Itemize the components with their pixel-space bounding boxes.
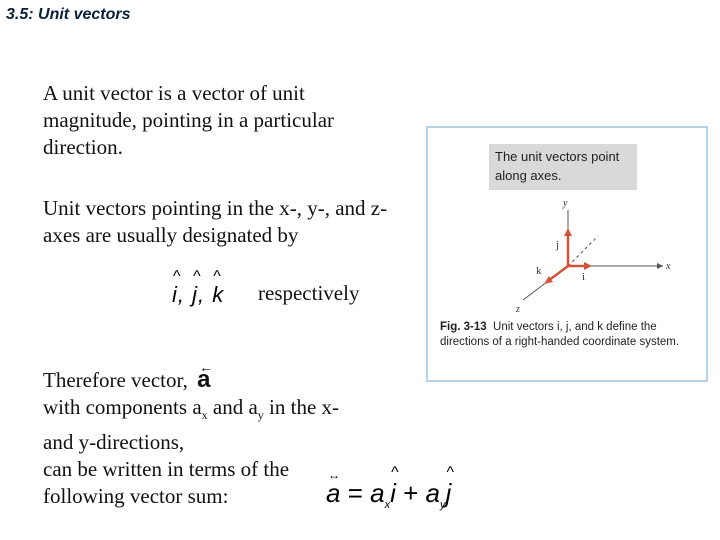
unit-j-arrowhead [564, 228, 572, 236]
axis-label-z: z [516, 304, 520, 315]
respectively-text: respectively [258, 281, 360, 305]
vector-label-i: i [582, 271, 586, 283]
figure-note: The unit vectors point along axes. [489, 144, 637, 190]
unit-i-symbol: i ^ [172, 282, 178, 308]
unit-vector-symbols: i ^, j ^, k ^ [172, 282, 224, 308]
eq-equals: = [347, 478, 363, 508]
axis-label-x: x [666, 261, 671, 272]
eq-lhs: a [326, 478, 341, 508]
vector-line5: following vector sum: [43, 484, 229, 509]
vector-line1: Therefore vector, [43, 368, 188, 392]
eq-unit-j: j ^ [446, 478, 452, 509]
axes-paragraph: Unit vectors pointing in the x-, y-, and z-axes are usually designated by [43, 196, 388, 247]
eq-sub-x: x [384, 499, 391, 512]
vector-a-symbol: ← a [197, 366, 210, 393]
unit-k-symbol: k ^ [212, 282, 224, 308]
eq-ay: a [425, 478, 440, 508]
vector-line4: can be written in terms of the [43, 457, 290, 482]
vector-arrow-icon: ↔ [328, 468, 340, 482]
vector-sum-equation [326, 468, 452, 512]
vector-line2-a: with components a [43, 395, 202, 419]
definition-paragraph: A unit vector is a vector of unit magnitude, pointing in a particular direction. [43, 81, 335, 159]
unit-vectors-figure [426, 126, 708, 382]
caption-label: Fig. 3-13 [440, 321, 487, 333]
slide-title: 3.5: Unit vectors [6, 6, 131, 23]
dashed-line [568, 236, 598, 266]
subscript-y: y [257, 408, 264, 423]
unit-j-symbol: j ^ [192, 282, 198, 308]
axis-label-y: y [563, 198, 568, 209]
unit-i-arrowhead [584, 262, 592, 270]
subscript-x: x [201, 408, 208, 423]
x-axis-arrowhead [657, 263, 663, 269]
vector-line3: and y-directions, [43, 430, 185, 455]
eq-ax: a [370, 478, 385, 508]
vector-label-k: k [536, 265, 542, 277]
eq-sub-y: y [440, 499, 446, 512]
eq-unit-i: i ^ [390, 478, 396, 509]
vector-label-j: j [556, 239, 560, 251]
caption-text: Unit vectors i, j, and k define the directions of a right-handed coordinate system. [440, 321, 680, 348]
vector-line2-b: and a [207, 395, 258, 419]
vector-line2-c: in the x- [263, 395, 340, 419]
unit-k-arrow [548, 266, 568, 281]
eq-plus: + [403, 478, 419, 508]
figure-caption [440, 320, 702, 350]
